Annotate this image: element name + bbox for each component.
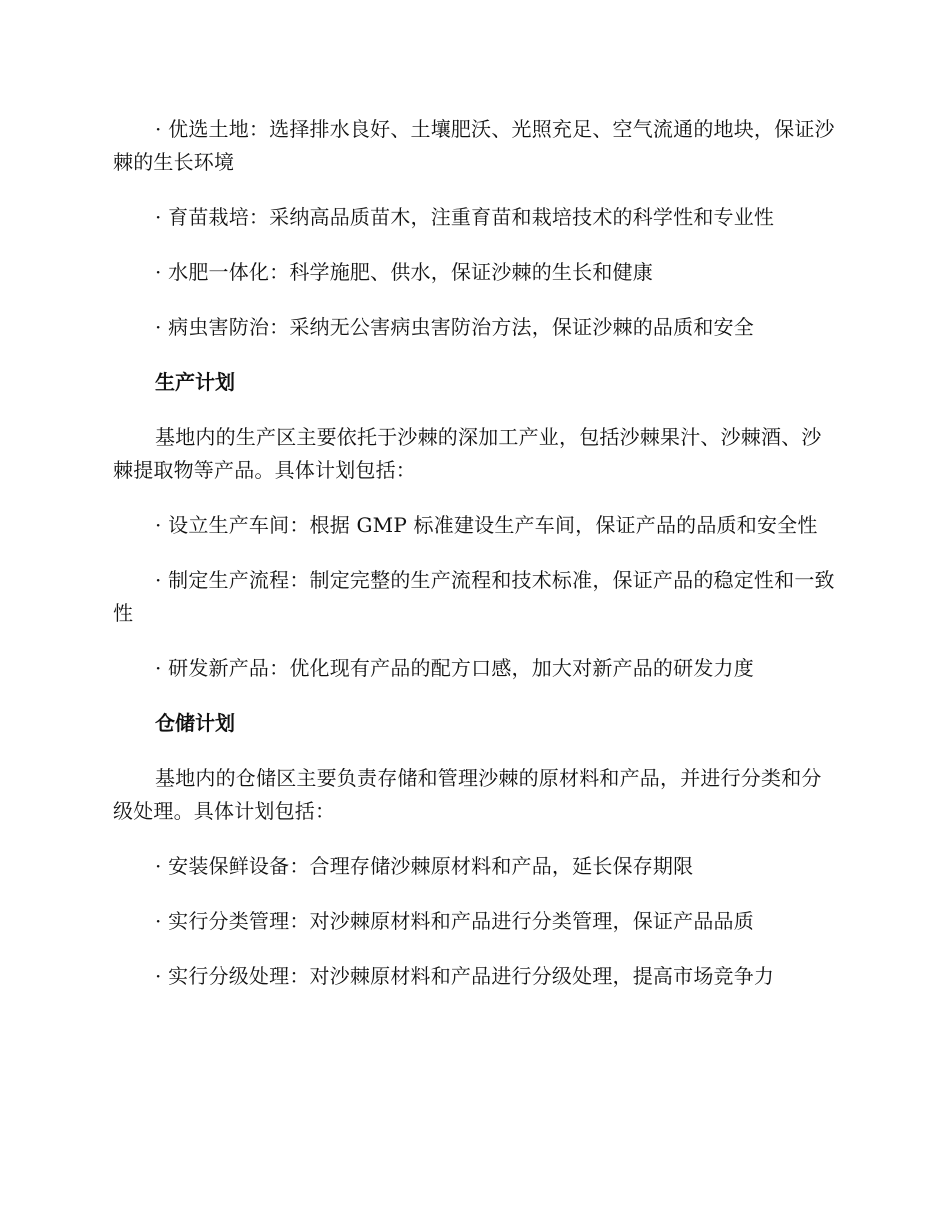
bullet-grading: · 实行分级处理：对沙棘原材料和产品进行分级处理，提高市场竞争力 <box>155 964 775 988</box>
bullet-workshop: · 设立生产车间：根据 GMP 标准建设生产车间，保证产品的品质和安全性 <box>155 513 818 537</box>
bullet-pest-control: · 病虫害防治：采纳无公害病虫害防治方法，保证沙棘的品质和安全 <box>155 315 754 339</box>
storage-intro: 基地内的仓储区主要负责存储和管理沙棘的原材料和产品，并进行分类和分级处理。具体计划包括： <box>113 766 822 823</box>
bullet-new-product: · 研发新产品：优化现有产品的配方口感，加大对新产品的研发力度 <box>155 656 754 680</box>
bullet-process: · 制定生产流程：制定完整的生产流程和技术标准，保证产品的稳定性和一致性 <box>113 568 835 625</box>
heading-storage-plan: 仓储计划 <box>155 711 235 735</box>
bullet-classification: · 实行分类管理：对沙棘原材料和产品进行分类管理，保证产品品质 <box>155 909 754 933</box>
bullet-land-selection: · 优选土地：选择排水良好、土壤肥沃、光照充足、空气流通的地块，保证沙棘的生长环境 <box>113 117 835 174</box>
bullet-water-fertilizer: · 水肥一体化：科学施肥、供水，保证沙棘的生长和健康 <box>155 260 653 284</box>
heading-production-plan: 生产计划 <box>155 370 235 394</box>
production-intro: 基地内的生产区主要依托于沙棘的深加工产业，包括沙棘果汁、沙棘酒、沙棘提取物等产品。具体计划包括： <box>113 425 822 482</box>
document-body <box>113 113 835 993</box>
bullet-seedling-cultivation: · 育苗栽培：采纳高品质苗木，注重育苗和栽培技术的科学性和专业性 <box>155 205 775 229</box>
bullet-preservation: · 安装保鲜设备：合理存储沙棘原材料和产品，延长保存期限 <box>155 854 694 878</box>
